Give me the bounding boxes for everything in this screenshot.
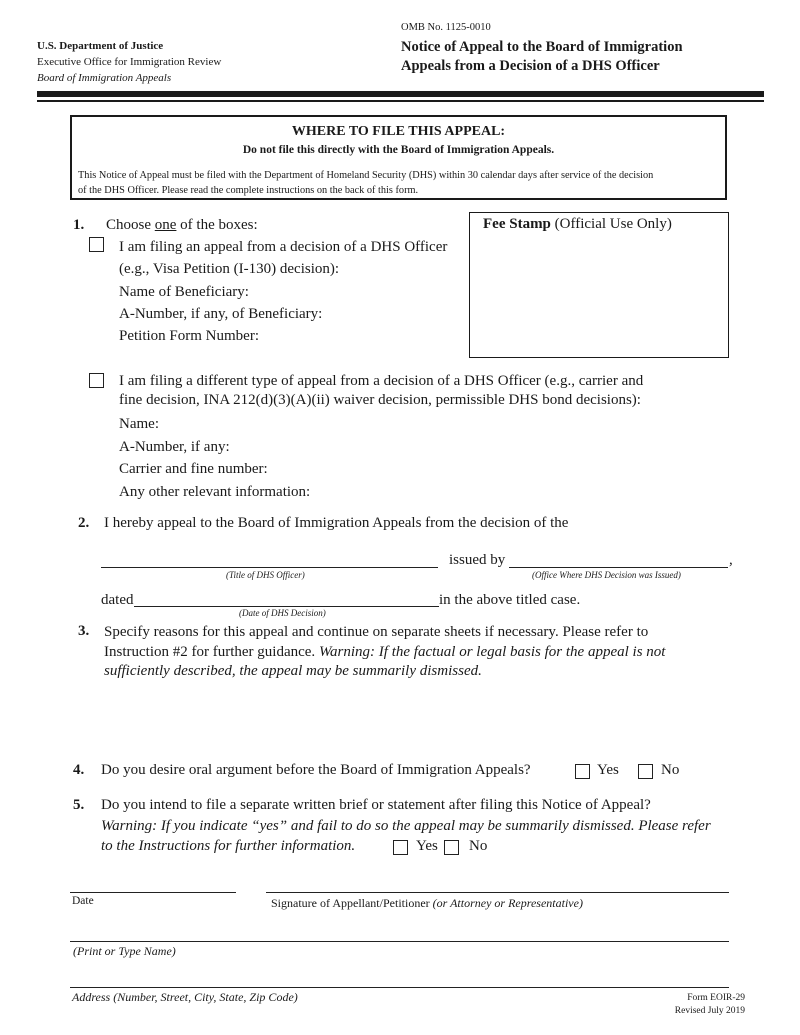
where-to-file-body <box>78 169 723 198</box>
above-titled-case-label: in the above titled case. <box>439 592 581 608</box>
other-relevant-info-field[interactable]: Any other relevant information: <box>119 484 311 500</box>
brief-no-checkbox[interactable] <box>444 840 459 855</box>
q1-option-a-checkbox[interactable] <box>89 237 104 252</box>
where-to-file-subtitle: Do not file this directly with the Board of Immigration Appeals. <box>242 144 555 156</box>
q1-number: 1. <box>73 217 85 233</box>
signature-line[interactable] <box>266 892 729 893</box>
dhs-officer-title-line[interactable] <box>101 567 438 568</box>
date-line[interactable] <box>70 892 236 893</box>
decision-date-line[interactable] <box>134 606 439 607</box>
header-rule-thin <box>37 100 764 102</box>
brief-yes-checkbox[interactable] <box>393 840 408 855</box>
q3-number: 3. <box>78 623 90 639</box>
fee-stamp-title: Fee Stamp <box>483 216 551 232</box>
header-rule-thick <box>37 91 764 97</box>
brief-no-label: No <box>469 838 488 854</box>
form-title-line2: Appeals from a Decision of a DHS Officer <box>401 58 660 74</box>
agency-block <box>37 38 221 86</box>
q1-option-b-checkbox[interactable] <box>89 373 104 388</box>
agency-office: Executive Office for Immigration Review <box>37 56 222 68</box>
oral-argument-no-checkbox[interactable] <box>638 764 653 779</box>
q5-warning-line1: Warning: If you indicate “yes” and fail to do so the appeal may be summarily dismissed. Please refer <box>101 818 711 834</box>
q5-warning-line2: to the Instructions for further information. <box>101 838 356 854</box>
where-to-file-title: WHERE TO FILE THIS APPEAL: <box>291 124 506 139</box>
beneficiary-a-number-field[interactable]: A-Number, if any, of Beneficiary: <box>119 306 323 322</box>
oral-argument-yes-checkbox[interactable] <box>575 764 590 779</box>
q5-number: 5. <box>73 797 85 813</box>
petition-form-number-field[interactable]: Petition Form Number: <box>119 328 259 344</box>
fee-stamp-box <box>469 212 729 358</box>
issuing-office-line[interactable] <box>509 567 728 568</box>
caption-dhs-officer-title: (Title of DHS Officer) <box>226 570 305 580</box>
form-title-line1: Notice of Appeal to the Board of Immigration <box>401 39 683 55</box>
oral-argument-no-label: No <box>661 762 680 778</box>
caption-decision-date: (Date of DHS Decision) <box>239 608 326 618</box>
other-name-field[interactable]: Name: <box>119 416 159 432</box>
signature-label: Signature of Appellant/Petitioner (or Attorney or Representative) <box>271 896 583 910</box>
date-label: Date <box>72 895 94 907</box>
dated-label: dated <box>101 592 134 608</box>
q4-text: Do you desire oral argument before the Board of Immigration Appeals? <box>101 762 531 778</box>
q1-option-a-label: I am filing an appeal from a decision of a DHS Officer (e.g., Visa Petition (I-130) decision): <box>119 239 448 277</box>
beneficiary-name-field[interactable]: Name of Beneficiary: <box>119 284 249 300</box>
fee-stamp-note: (Official Use Only) <box>554 216 672 232</box>
q1-prompt: Choose one of the boxes: <box>106 217 258 233</box>
q4-number: 4. <box>73 762 85 778</box>
print-name-label: (Print or Type Name) <box>73 944 176 958</box>
oral-argument-yes-label: Yes <box>597 762 619 778</box>
omb-number: OMB No. 1125-0010 <box>401 22 491 33</box>
address-line[interactable] <box>70 987 729 988</box>
q5-text: Do you intend to file a separate written brief or statement after filing this Notice of Appeal? <box>101 797 651 813</box>
q2-number: 2. <box>78 515 90 531</box>
appeal-reasons-area[interactable] <box>104 685 724 753</box>
carrier-fine-number-field[interactable]: Carrier and fine number: <box>119 461 268 477</box>
agency-board: Board of Immigration Appeals <box>37 72 172 84</box>
brief-yes-label: Yes <box>416 838 438 854</box>
address-label: Address (Number, Street, City, State, Zip Code) <box>72 990 298 1004</box>
form-id: Form EOIR-29 <box>687 993 745 1003</box>
issued-by-label: issued by <box>449 552 506 568</box>
q3-text: Specify reasons for this appeal and continue on separate sheets if necessary. Please refer to Instruction #2 for further guidance. Warning: If the factual or legal basis for the appeal is not sufficiently described, the appeal may be summarily dismissed. <box>104 624 666 679</box>
form-id-block <box>600 992 745 1018</box>
where-body-line1: This Notice of Appeal must be filed with the Department of Homeland Security (DHS) within 30 calendar days after service of the decision <box>78 170 654 181</box>
other-a-number-field[interactable]: A-Number, if any: <box>119 439 230 455</box>
where-body-line2: of the DHS Officer. Please read the complete instructions on the back of this form. <box>78 184 419 196</box>
form-title <box>401 38 683 76</box>
fee-stamp-label <box>483 216 672 233</box>
q2-text: I hereby appeal to the Board of Immigration Appeals from the decision of the <box>104 515 569 531</box>
print-name-line[interactable] <box>70 941 729 942</box>
caption-issuing-office: (Office Where DHS Decision was Issued) <box>532 570 681 580</box>
q1-option-b-label: I am filing a different type of appeal from a decision of a DHS Officer (e.g., carrier and fine decision, INA 212(d)(3)(A)(ii) waiver decision, permissible DHS bond decisions): <box>119 373 644 408</box>
issued-by-comma: , <box>729 552 733 568</box>
agency-dept: U.S. Department of Justice <box>37 40 164 52</box>
form-revision: Revised July 2019 <box>674 1006 745 1016</box>
